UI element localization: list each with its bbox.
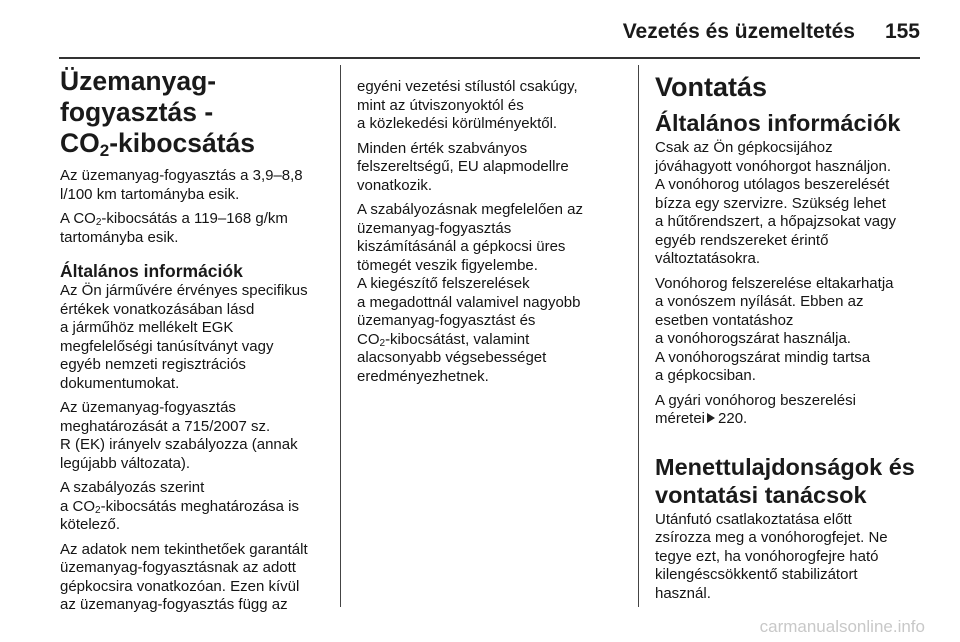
text-line: meghatározását a 715/2007 sz. xyxy=(60,417,271,435)
subheading-general-info: Általános információk xyxy=(655,110,901,136)
column-right xyxy=(655,72,923,609)
text-line: egyéb nemzeti regisztrációs xyxy=(60,356,246,373)
text-line: használ. xyxy=(655,584,711,602)
text-fragment: -kibocsátás a 119–168 g/km xyxy=(101,210,288,227)
text-line: jóváhagyott vonóhorgot használjon. xyxy=(655,157,892,175)
text-line: üzemanyag-fogyasztást és xyxy=(357,312,536,329)
paragraph xyxy=(60,282,334,393)
text-line: tömegét veszik figyelembe. xyxy=(357,256,538,274)
text-line: alacsonyabb végsebességet xyxy=(357,349,547,366)
text-line: megfelelőségi tanúsítványt vagy xyxy=(60,337,274,355)
text-line: a közlekedési körülményektől. xyxy=(357,115,558,132)
column-middle xyxy=(357,78,635,392)
text-line: üzemanyag-fogyasztásnak az adott xyxy=(60,559,296,576)
text-line xyxy=(60,498,334,517)
text-line: eredményezhetnek. xyxy=(357,367,489,385)
subscript: 2 xyxy=(95,217,102,228)
text-line: A kiegészítő felszerelések xyxy=(357,275,530,292)
subheading-general-info: Általános információk xyxy=(60,261,243,281)
section-heading-towing: Vontatás xyxy=(655,72,768,102)
text-line: üzemanyag-fogyasztás xyxy=(357,219,512,237)
text-fragment: -kibocsátást, valamint xyxy=(385,330,530,348)
paragraph xyxy=(655,139,923,269)
text-fragment: CO xyxy=(60,128,100,158)
text-line xyxy=(60,210,334,229)
running-header-title: Vezetés és üzemeltetés xyxy=(622,20,855,43)
text-line: tartományba esik. xyxy=(60,228,179,246)
text-line: mint az útviszonyoktól és xyxy=(357,96,524,114)
text-line: vonatkozik. xyxy=(357,176,433,194)
text-line: A vonóhorog utólagos beszerelését xyxy=(655,176,890,193)
page-reference-link[interactable]: 220. xyxy=(718,410,748,427)
text-line: értékek vonatkozásában lásd xyxy=(60,300,255,318)
heading-line: Üzemanyag-fogyasztás - xyxy=(60,66,217,127)
subscript: 2 xyxy=(95,504,101,516)
text-line: kilengéscsökkentő stabilizátort xyxy=(655,566,858,583)
text-line: A szabályozás szerint xyxy=(60,479,205,496)
text-line: tegye ezt, ha vonóhorogfejre ható xyxy=(655,547,879,565)
text-fragment: A CO xyxy=(60,210,96,227)
text-line: Az üzemanyag-fogyasztás xyxy=(60,399,236,416)
text-fragment: a CO xyxy=(60,497,96,515)
text-line: a megadottnál valamivel nagyobb xyxy=(357,293,581,311)
paragraph xyxy=(357,201,635,386)
paragraph xyxy=(357,140,635,196)
subscript: 2 xyxy=(99,141,110,160)
paragraph xyxy=(655,392,923,429)
text-line: legújabb változata). xyxy=(60,454,191,472)
text-fragment: -kibocsátás xyxy=(109,128,256,158)
text-line: felszereltségű, EU alapmodellre xyxy=(357,158,569,175)
subscript: 2 xyxy=(379,337,386,349)
text-line: esetben vontatáshoz xyxy=(655,311,794,329)
text-line: zsírozza meg a vonóhorogfejet. Ne xyxy=(655,529,888,546)
column-divider-right xyxy=(638,65,639,607)
text-fragment: méretei xyxy=(655,410,706,427)
text-line: bízza egy szervizre. Szükség lehet xyxy=(655,194,886,212)
text-line: A szabályozásnak megfelelően az xyxy=(357,201,583,218)
text-line: A vonóhorogszárat mindig tartsa xyxy=(655,348,871,366)
section-heading-driving-tips xyxy=(655,453,923,509)
paragraph xyxy=(60,167,334,204)
text-line: változtatásokra. xyxy=(655,250,761,267)
heading-line: vontatási tanácsok xyxy=(655,481,867,508)
text-line: Vonóhorog felszerelése eltakarhatja xyxy=(655,274,894,292)
text-line: a vonóhorogszárat használja. xyxy=(655,330,851,347)
text-line: Az adatok nem tekinthetőek garantált xyxy=(60,540,308,558)
text-line: R (EK) irányelv szabályozza (annak xyxy=(60,436,298,453)
text-line: a járműhöz mellékelt EGK xyxy=(60,319,234,336)
text-line: a hűtőrendszert, a hőpajzsokat vagy xyxy=(655,213,896,230)
heading-line: Menettulajdonságok és xyxy=(655,453,915,480)
text-line: Csak az Ön gépkocsijához xyxy=(655,139,833,156)
watermark-text: carmanualsonline.info xyxy=(759,617,925,636)
paragraph xyxy=(655,511,923,604)
column-divider-left xyxy=(340,65,341,607)
page-number: 155 xyxy=(884,20,920,43)
paragraph xyxy=(357,78,635,134)
text-line: egyéni vezetési stílustól csakúgy, xyxy=(357,78,578,95)
text-line: a gépkocsiban. xyxy=(655,367,756,384)
text-line: l/100 km tartományba esik. xyxy=(60,185,240,203)
paragraph xyxy=(60,541,334,615)
text-line: az üzemanyag-fogyasztás függ az xyxy=(60,596,288,613)
text-line: Utánfutó csatlakoztatása előtt xyxy=(655,510,852,528)
text-line: kötelező. xyxy=(60,516,121,533)
text-line xyxy=(655,410,923,429)
text-line: kiszámításánál a gépkocsi üres xyxy=(357,238,566,255)
text-line: egyéb rendszereket érintő xyxy=(655,231,829,249)
text-line: Az Ön járművére érvényes specifikus xyxy=(60,282,308,299)
text-line: A gyári vonóhorog beszerelési xyxy=(655,391,856,409)
paragraph xyxy=(60,479,334,535)
header-rule xyxy=(59,57,920,59)
text-line xyxy=(357,331,635,350)
paragraph xyxy=(655,275,923,386)
section-heading-fuel-consumption xyxy=(60,66,334,159)
text-line: gépkocsira vonatkozóan. Ezen kívül xyxy=(60,577,300,595)
page-reference-arrow-icon xyxy=(707,413,715,423)
text-line: dokumentumokat. xyxy=(60,374,180,392)
text-line: a vonószem nyílását. Ebben az xyxy=(655,293,864,310)
text-line: Az üzemanyag-fogyasztás a 3,9–8,8 xyxy=(60,167,303,184)
text-fragment: -kibocsátás meghatározása is xyxy=(100,497,300,515)
heading-line xyxy=(60,128,334,159)
column-left xyxy=(60,66,334,621)
text-line: Minden érték szabványos xyxy=(357,139,528,157)
paragraph xyxy=(60,210,334,247)
text-fragment: CO xyxy=(357,330,380,348)
paragraph xyxy=(60,399,334,473)
